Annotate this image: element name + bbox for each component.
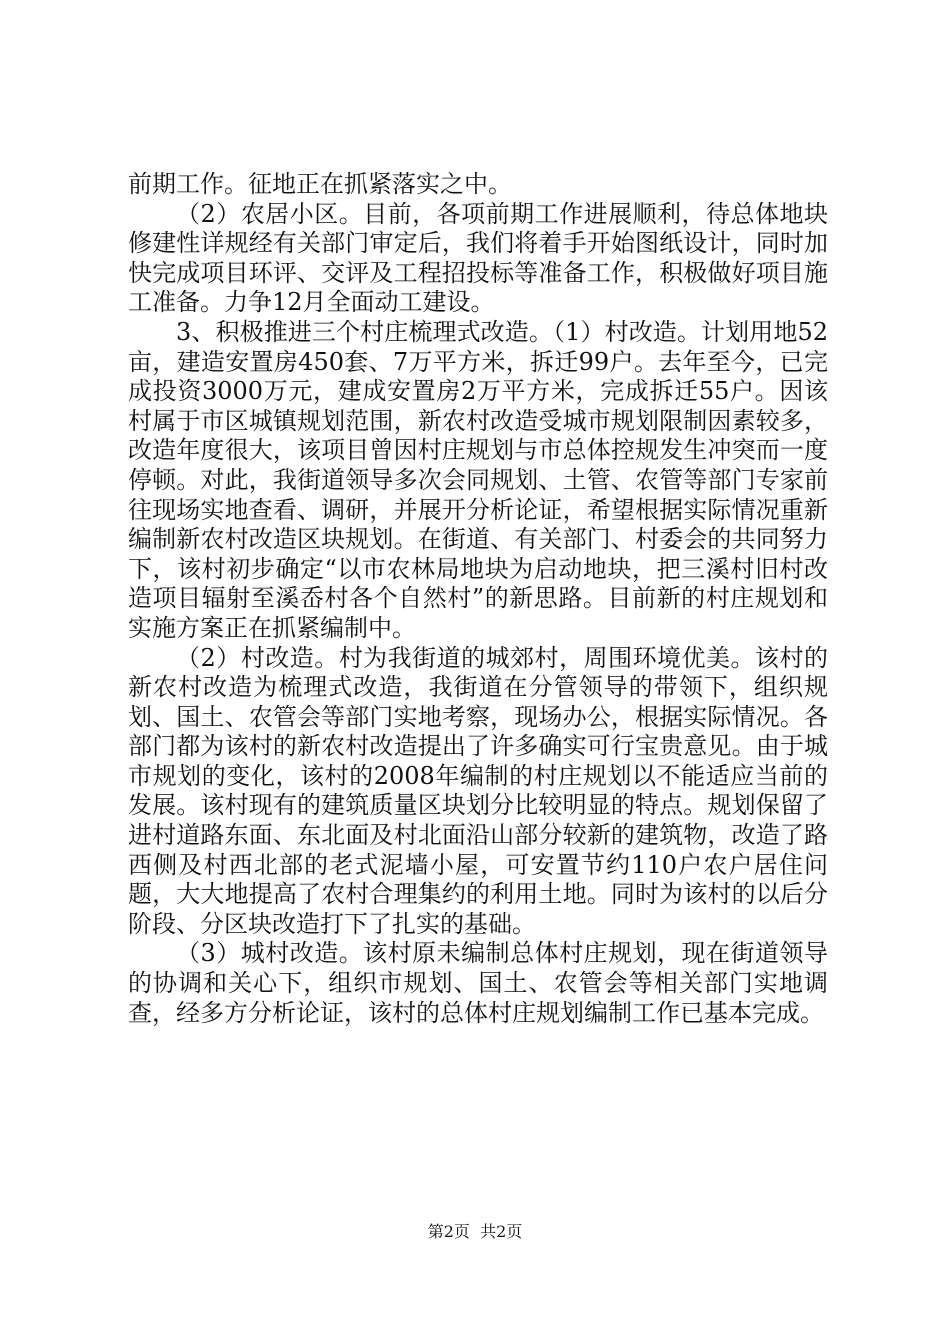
paragraph-village-renovation-1: 3、积极推进三个村庄梳理式改造。（1）村改造。计划用地52亩，建造安置房450套、7万平方米，拆迁99户。去年至今，已完成投资3000万元，建成安置房2万平方米，完成拆迁55户。因该村属于市区城镇规划范围，新农村改造受城市规划限制因素较多，改造年度很大，该项目曾因村庄规划与市总体控规发生冲突而一度停顿。对此，我街道领导多次会同规划、土管、农管等部门专家前往现场实地查看、调研，并展开分析论证，希望根据实际情况重新编制新农村改造区块规划。在街道、有关部门、村委会的共同努力下，该村初步确定“以市农林局地块为启动地块，把三溪村旧村改造项目辐射至溪岙村各个自然村”的新思路。目前新的村庄规划和实施方案正在抓紧编制中。	[128, 317, 828, 642]
page-footer: 第2页 共2页	[427, 1222, 523, 1241]
paragraph-village-renovation-3: （3）城村改造。该村原未编制总体村庄规划，现在街道领导的协调和关心下，组织市规划、国土、农管会等相关部门实地调查，经多方分析论证，该村的总体村庄规划编制工作已基本完成。	[128, 939, 828, 1027]
paragraph-continuation: 前期工作。征地正在抓紧落实之中。	[128, 170, 512, 198]
paragraph-farm-residence: （2）农居小区。目前，各项前期工作进展顺利，待总体地块修建性详规经有关部门审定后，我们将着手开始图纸设计，同时加快完成项目环评、交评及工程招投标等准备工作，积极做好项目施工准备。力争12月全面动工建设。	[128, 199, 828, 317]
document-body	[128, 170, 828, 1028]
paragraph-village-renovation-2: （2）村改造。村为我街道的城郊村，周围环境优美。该村的新农村改造为梳理式改造，我街道在分管领导的带领下，组织规划、国土、农管会等部门实地考察，现场办公，根据实际情况。各部门都为该村的新农村改造提出了许多确实可行宝贵意见。由于城市规划的变化，该村的2008年编制的村庄规划以不能适应当前的发展。该村现有的建筑质量区块划分比较明显的特点。规划保留了进村道路东面、东北面及村北面沿山部分较新的建筑物，改造了路西侧及村西北部的老式泥墙小屋，可安置节约110户农户居住问题，大大地提高了农村合理集约的利用土地。同时为该村的以后分阶段、分区块改造打下了扎实的基础。	[128, 643, 828, 938]
